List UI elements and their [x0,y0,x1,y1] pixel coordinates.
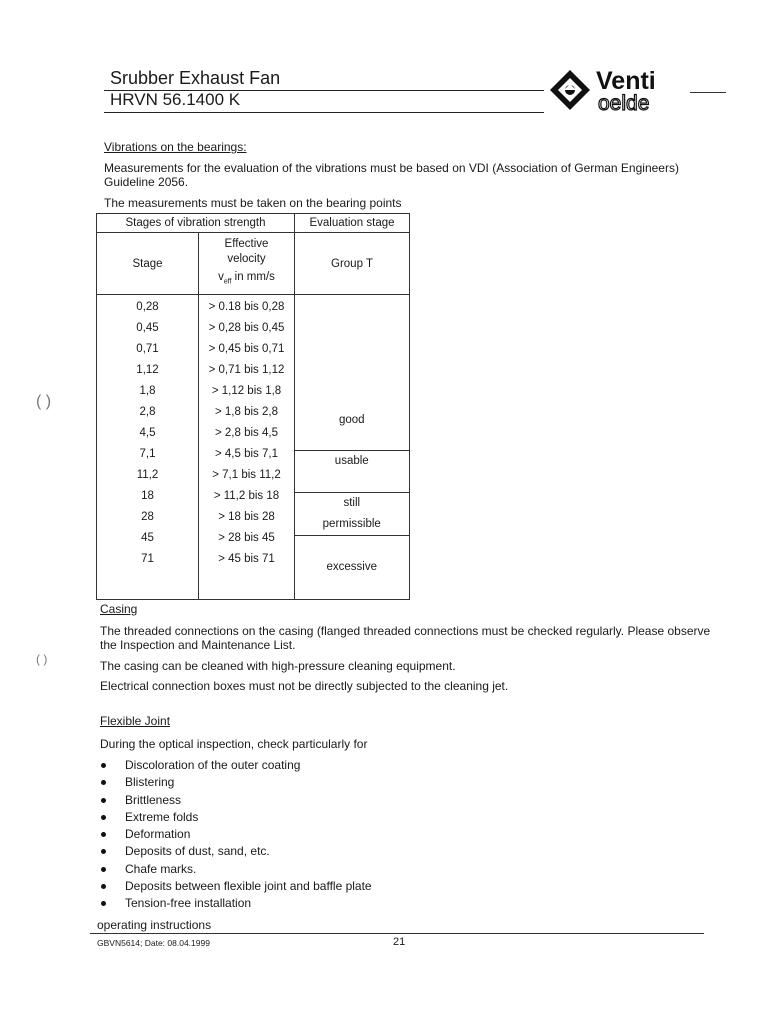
velocity-label-line1: Effective [224,238,269,251]
eval-still-text: still [343,497,361,509]
velocity-symbol: v [218,271,224,284]
table-col-stage: Stage [97,233,199,295]
casing-heading: Casing [100,602,138,616]
footer-doc-id: GBVN5614; Date: 08.04.1999 [97,938,210,948]
header-logo-rule [690,92,726,93]
flexible-joint-heading: Flexible Joint [100,714,171,728]
velocity-cell: > 0,71 bis 1,12 [208,364,285,376]
stage-cell: 0,28 [136,301,159,313]
inspection-checklist [100,757,372,913]
header-divider-lower [104,112,544,113]
list-item: Discoloration of the outer coating [100,757,372,774]
stage-cell: 71 [141,553,154,565]
velocity-subscript: eff [223,278,232,286]
page-number: 21 [393,936,406,948]
flexible-joint-intro: During the optical inspection, check particularly for [100,737,368,751]
list-item: Deformation [100,826,372,843]
list-item: Chafe marks. [100,861,372,878]
list-item: Extreme folds [100,809,372,826]
list-item: Brittleness [100,792,372,809]
stage-cell: 28 [141,511,154,523]
stage-column [97,295,199,600]
velocity-cell: > 4,5 bis 7,1 [215,448,278,460]
table-col-velocity [199,233,295,295]
velocity-cell: > 1,8 bis 2,8 [215,406,278,418]
velocity-cell: > 0.18 bis 0,28 [208,301,285,313]
logo-venti-text: Venti [596,67,656,95]
table-header-stages: Stages of vibration strength [97,214,295,233]
casing-paragraph-3: Electrical connection boxes must not be directly subjected to the cleaning jet. [100,679,509,693]
velocity-cell: > 0,28 bis 0,45 [208,322,285,334]
stage-cell: 1,8 [139,385,156,397]
velocity-cell: > 45 bis 71 [218,553,275,565]
measurements-note: The measurements must be taken on the bearing points [104,196,402,210]
list-item: Deposits between flexible joint and baffle plate [100,878,372,895]
stage-cell: 7,1 [139,448,156,460]
vibrations-paragraph: Measurements for the evaluation of the vibrations must be based on VDI (Association of German Engineers) Guideline 2056. [104,161,679,189]
evaluation-column [295,295,410,600]
logo-oelde-text: oelde [598,92,650,114]
list-item: Deposits of dust, sand, etc. [100,843,372,860]
velocity-unit: in mm/s [231,271,275,284]
stage-cell: 45 [141,532,154,544]
eval-excessive-cell [295,536,410,599]
eval-blank-cell [295,295,410,410]
eval-usable-cell: usable [295,451,410,493]
list-item: Tension-free installation [100,895,372,912]
velocity-cell: > 1,12 bis 1,8 [211,385,282,397]
velocity-label-line2: velocity [227,253,266,266]
vibration-strength-table [96,213,410,600]
velocity-cell: > 18 bis 28 [218,511,275,523]
velocity-cell: > 7,1 bis 11,2 [212,469,281,481]
velocity-cell: > 28 bis 45 [218,532,275,544]
stage-cell: 11,2 [136,469,159,481]
casing-paragraph-2: The casing can be cleaned with high-pressure cleaning equipment. [100,659,456,673]
margin-punch-mark: ( ) [36,393,52,410]
stage-cell: 2,8 [139,406,156,418]
eval-still-permissible-cell [295,493,410,536]
velocity-cell: > 0,45 bis 0,71 [208,343,285,355]
stage-cell: 0,71 [136,343,159,355]
document-title: Srubber Exhaust Fan [110,68,281,88]
eval-good-cell: good [295,410,410,451]
velocity-cell: > 11,2 bis 18 [213,490,280,502]
velocity-column [199,295,295,600]
footer-divider [90,933,704,934]
margin-punch-mark: ( ) [36,652,48,666]
velocity-cell: > 2,8 bis 4,5 [215,427,278,439]
footer-section-label: operating instructions [97,918,212,932]
casing-paragraph-1: The threaded connections on the casing (flanged threaded connections must be checked regularly. Please observe the Inspection and Maintenance List. [100,624,711,652]
eval-permissible-text: permissible [322,518,381,530]
venti-oelde-logo [548,66,688,114]
stage-cell: 0,45 [136,322,159,334]
table-col-group: Group T [295,233,410,295]
list-item: Blistering [100,774,372,791]
vibrations-heading: Vibrations on the bearings: [104,140,247,154]
model-number: HRVN 56.1400 K [110,90,241,109]
table-header-evaluation: Evaluation stage [295,214,410,233]
logo-emblem-icon [550,70,590,110]
stage-cell: 18 [141,490,154,502]
stage-cell: 4,5 [139,427,156,439]
eval-excessive-text: excessive [326,561,377,573]
stage-cell: 1,12 [136,364,159,376]
velocity-label-line3 [199,270,294,289]
